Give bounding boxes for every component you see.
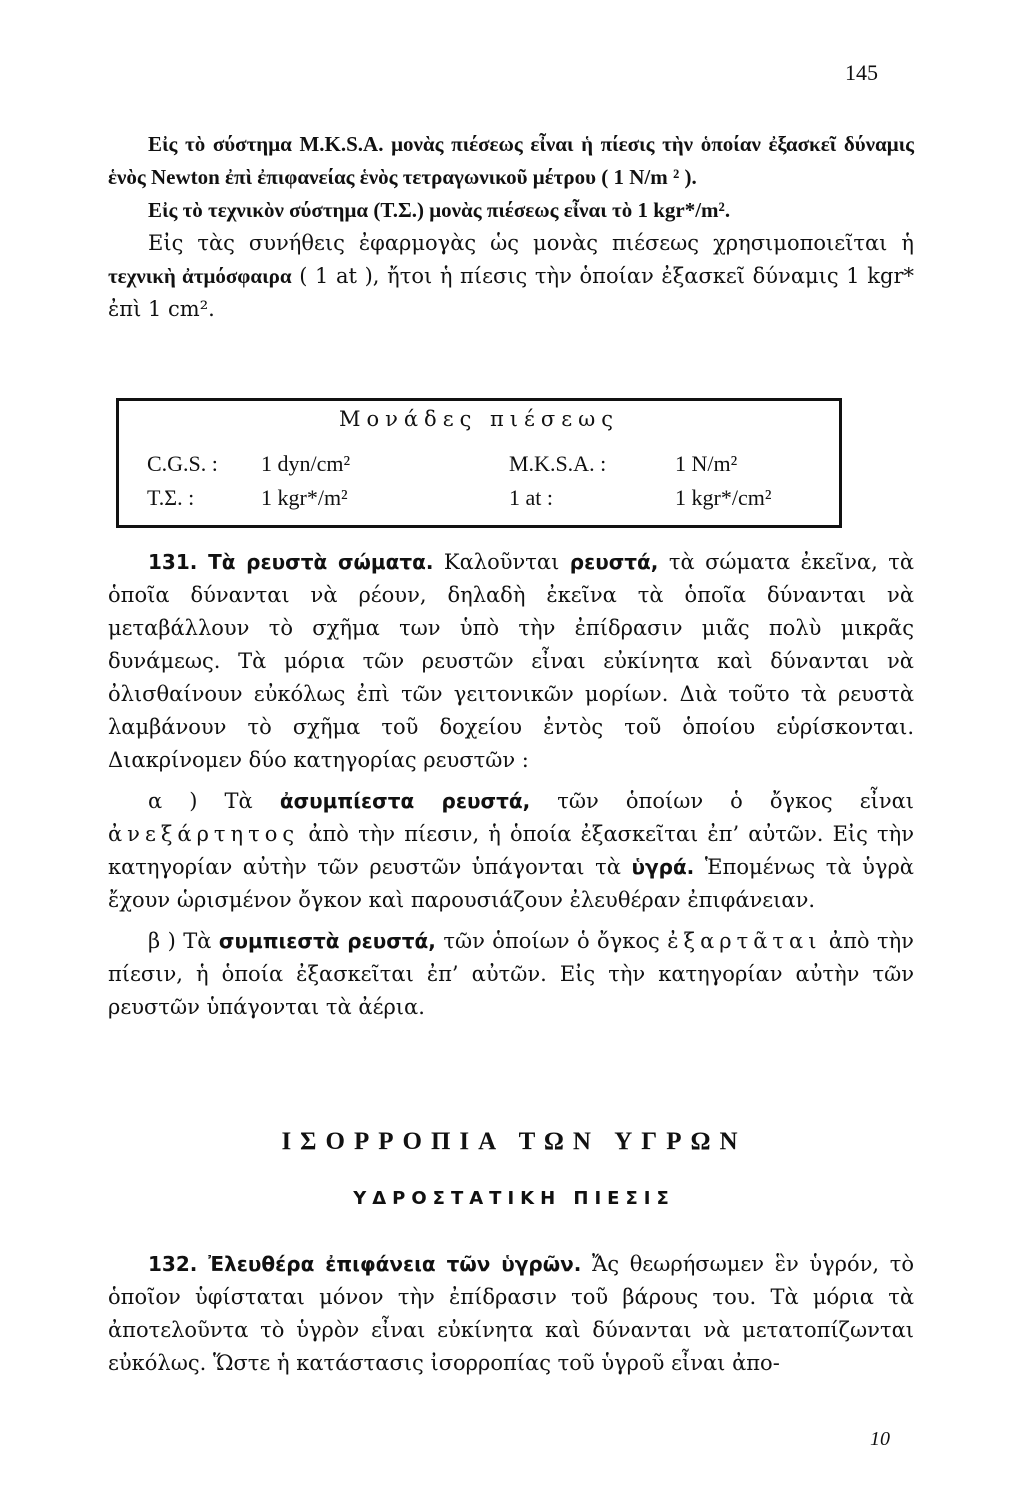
s131-text-1: Καλοῦνται <box>443 550 560 574</box>
section-132 <box>108 1248 914 1380</box>
item-a-prefix: α ) Τὰ <box>148 789 253 813</box>
item-b-prefix: β ) Τὰ <box>148 929 212 953</box>
section-132-paragraph <box>108 1248 914 1380</box>
units-cell-value-at: 1 kgr*/cm² <box>675 485 772 510</box>
chapter-heading: ΙΣΟΡΡΟΠΙΑ ΤΩΝ ΥΓΡΩΝ <box>281 1128 747 1155</box>
item-a-bold-liquids: ὑγρά. <box>631 855 695 879</box>
mksa-pressure-unit-paragraph: Εἰς τὸ σύστημα M.K.S.A. μονὰς πιέσεως εἶναι ἡ πίεσις τὴν ὁποίαν ἐξασκεῖ δύναμις ἑνὸς Newton ἐπὶ ἐπιφανείας ἑνὸς τετραγωνικοῦ μέτρου ( 1 N/m ² ). <box>108 132 914 189</box>
atm-text-a: Εἰς τὰς συνήθεις ἐφαρμογὰς ὡς μονὰς πιέσεως χρησιμοποιεῖται ἡ <box>148 231 914 255</box>
technical-atmosphere-paragraph <box>108 227 914 326</box>
units-cell-value-ts: 1 kgr*/m² <box>261 485 348 510</box>
pressure-units-table <box>116 398 842 528</box>
item-a-bold: ἀσυμπίεστα ρευστά, <box>279 789 531 813</box>
units-cell-system-at: 1 at : <box>509 485 553 510</box>
section-131-heading: 131. Τὰ ρευστὰ σώματα. <box>148 550 434 574</box>
item-b-text-2: ἀπὸ τὴν πίεσιν, ἡ ὁποία ἐξασκεῖται ἐπ’ αὐτῶν. Εἰς τὴν κατηγορίαν αὐτὴν τῶν ρευστῶν ὑπάγονται τὰ ἀέρια. <box>108 929 914 1019</box>
item-b-spaced: ἐξαρτᾶται <box>667 929 822 953</box>
atm-bold-term: τεχνικὴ ἀτμόσφαιρα <box>108 264 292 288</box>
s131-bold-fluids: ρευστά, <box>569 550 659 574</box>
item-a-spaced: ἀνεξάρτητος <box>108 822 300 846</box>
s131-text-2: τὰ σώματα ἐκεῖνα, τὰ ὁποῖα δύνανται νὰ ρέουν, δηλαδὴ ἐκεῖνα τὰ ὁποῖα δύνανται νὰ μεταβάλλουν τὸ σχῆμα των ὑπὸ τὴν ἐπίδρασιν μιᾶς πολὺ μικρᾶς δυνάμεως. Τὰ μόρια τῶν ρευστῶν εἶναι εὐκίνητα καὶ δύνανται νὰ ὀλισθαίνουν εὐκόλως ἐπὶ τῶν γειτονικῶν μορίων. Διὰ τοῦτο τὰ ρευστὰ λαμβάνουν τὸ σχῆμα τοῦ δοχείου ἐντὸς τοῦ ὁποίου εὑρίσκονται. Διακρίνομεν δύο κατηγορίας ρευστῶν : <box>108 550 914 772</box>
item-a-text-3: Ἑπομένως τὰ ὑγρὰ ἔχουν ὡρισμένον ὄγκον καὶ παρουσιάζουν ἐλευθέραν ἐπιφάνειαν. <box>108 855 914 912</box>
signature-mark: 10 <box>870 1428 890 1450</box>
section-131-paragraph <box>108 546 914 777</box>
units-cell-system-mksa: M.K.S.A. : <box>509 451 607 476</box>
atm-text-b: ( 1 at ), ἤτοι ἡ πίεσις τὴν ὁποίαν ἐξασκεῖ δύναμις 1 kgr* ἐπὶ 1 cm². <box>108 264 914 321</box>
item-b-text-1: τῶν ὁποίων ὁ ὄγκος <box>443 929 660 953</box>
page-number: 145 <box>845 60 878 85</box>
units-cell-value-mksa: 1 N/m² <box>675 451 738 476</box>
units-cell-system-cgs: C.G.S. : <box>147 451 218 476</box>
units-cell-system-ts: Τ.Σ. : <box>147 485 195 510</box>
compressible-paragraph <box>108 925 914 1024</box>
units-table-title: Μονάδες πιέσεως <box>338 407 620 431</box>
chapter-subheading: ΥΔΡΟΣΤΑΤΙΚΗ ΠΙΕΣΙΣ <box>353 1188 675 1209</box>
units-cell-value-cgs: 1 dyn/cm² <box>261 451 351 476</box>
item-b-bold: συμπιεστὰ ρευστά, <box>218 929 436 953</box>
intro-section <box>108 128 914 326</box>
item-a-text-1: τῶν ὁποίων ὁ ὄγκος εἶναι <box>557 789 914 813</box>
section-132-text: Ἄς θεωρήσωμεν ἓν ὑγρόν, τὸ ὁποῖον ὑφίσταται μόνον τὴν ἐπίδρασιν τοῦ βάρους του. Τὰ μόρια τὰ ἀποτελοῦντα τὸ ὑγρὸν εἶναι εὐκίνητα καὶ δύνανται νὰ μετατοπίζωνται εὐκόλως. Ὥστε ἡ κατάστασις ἰσορροπίας τοῦ ὑγροῦ εἶναι ἀπο- <box>108 1252 914 1375</box>
section-131 <box>108 546 914 1024</box>
item-a-text-2: ἀπὸ τὴν πίεσιν, ἡ ὁποία ἐξασκεῖται ἐπ’ αὐτῶν. Εἰς τὴν κατηγορίαν αὐτὴν τῶν ρευστῶν ὑπάγονται τὰ <box>108 822 914 879</box>
incompressible-paragraph <box>108 785 914 917</box>
technical-pressure-unit-paragraph: Εἰς τὸ τεχνικὸν σύστημα (Τ.Σ.) μονὰς πιέσεως εἶναι τὸ 1 kgr*/m². <box>148 198 731 222</box>
section-132-heading: 132. Ἐλευθέρα ἐπιφάνεια τῶν ὑγρῶν. <box>148 1252 582 1276</box>
